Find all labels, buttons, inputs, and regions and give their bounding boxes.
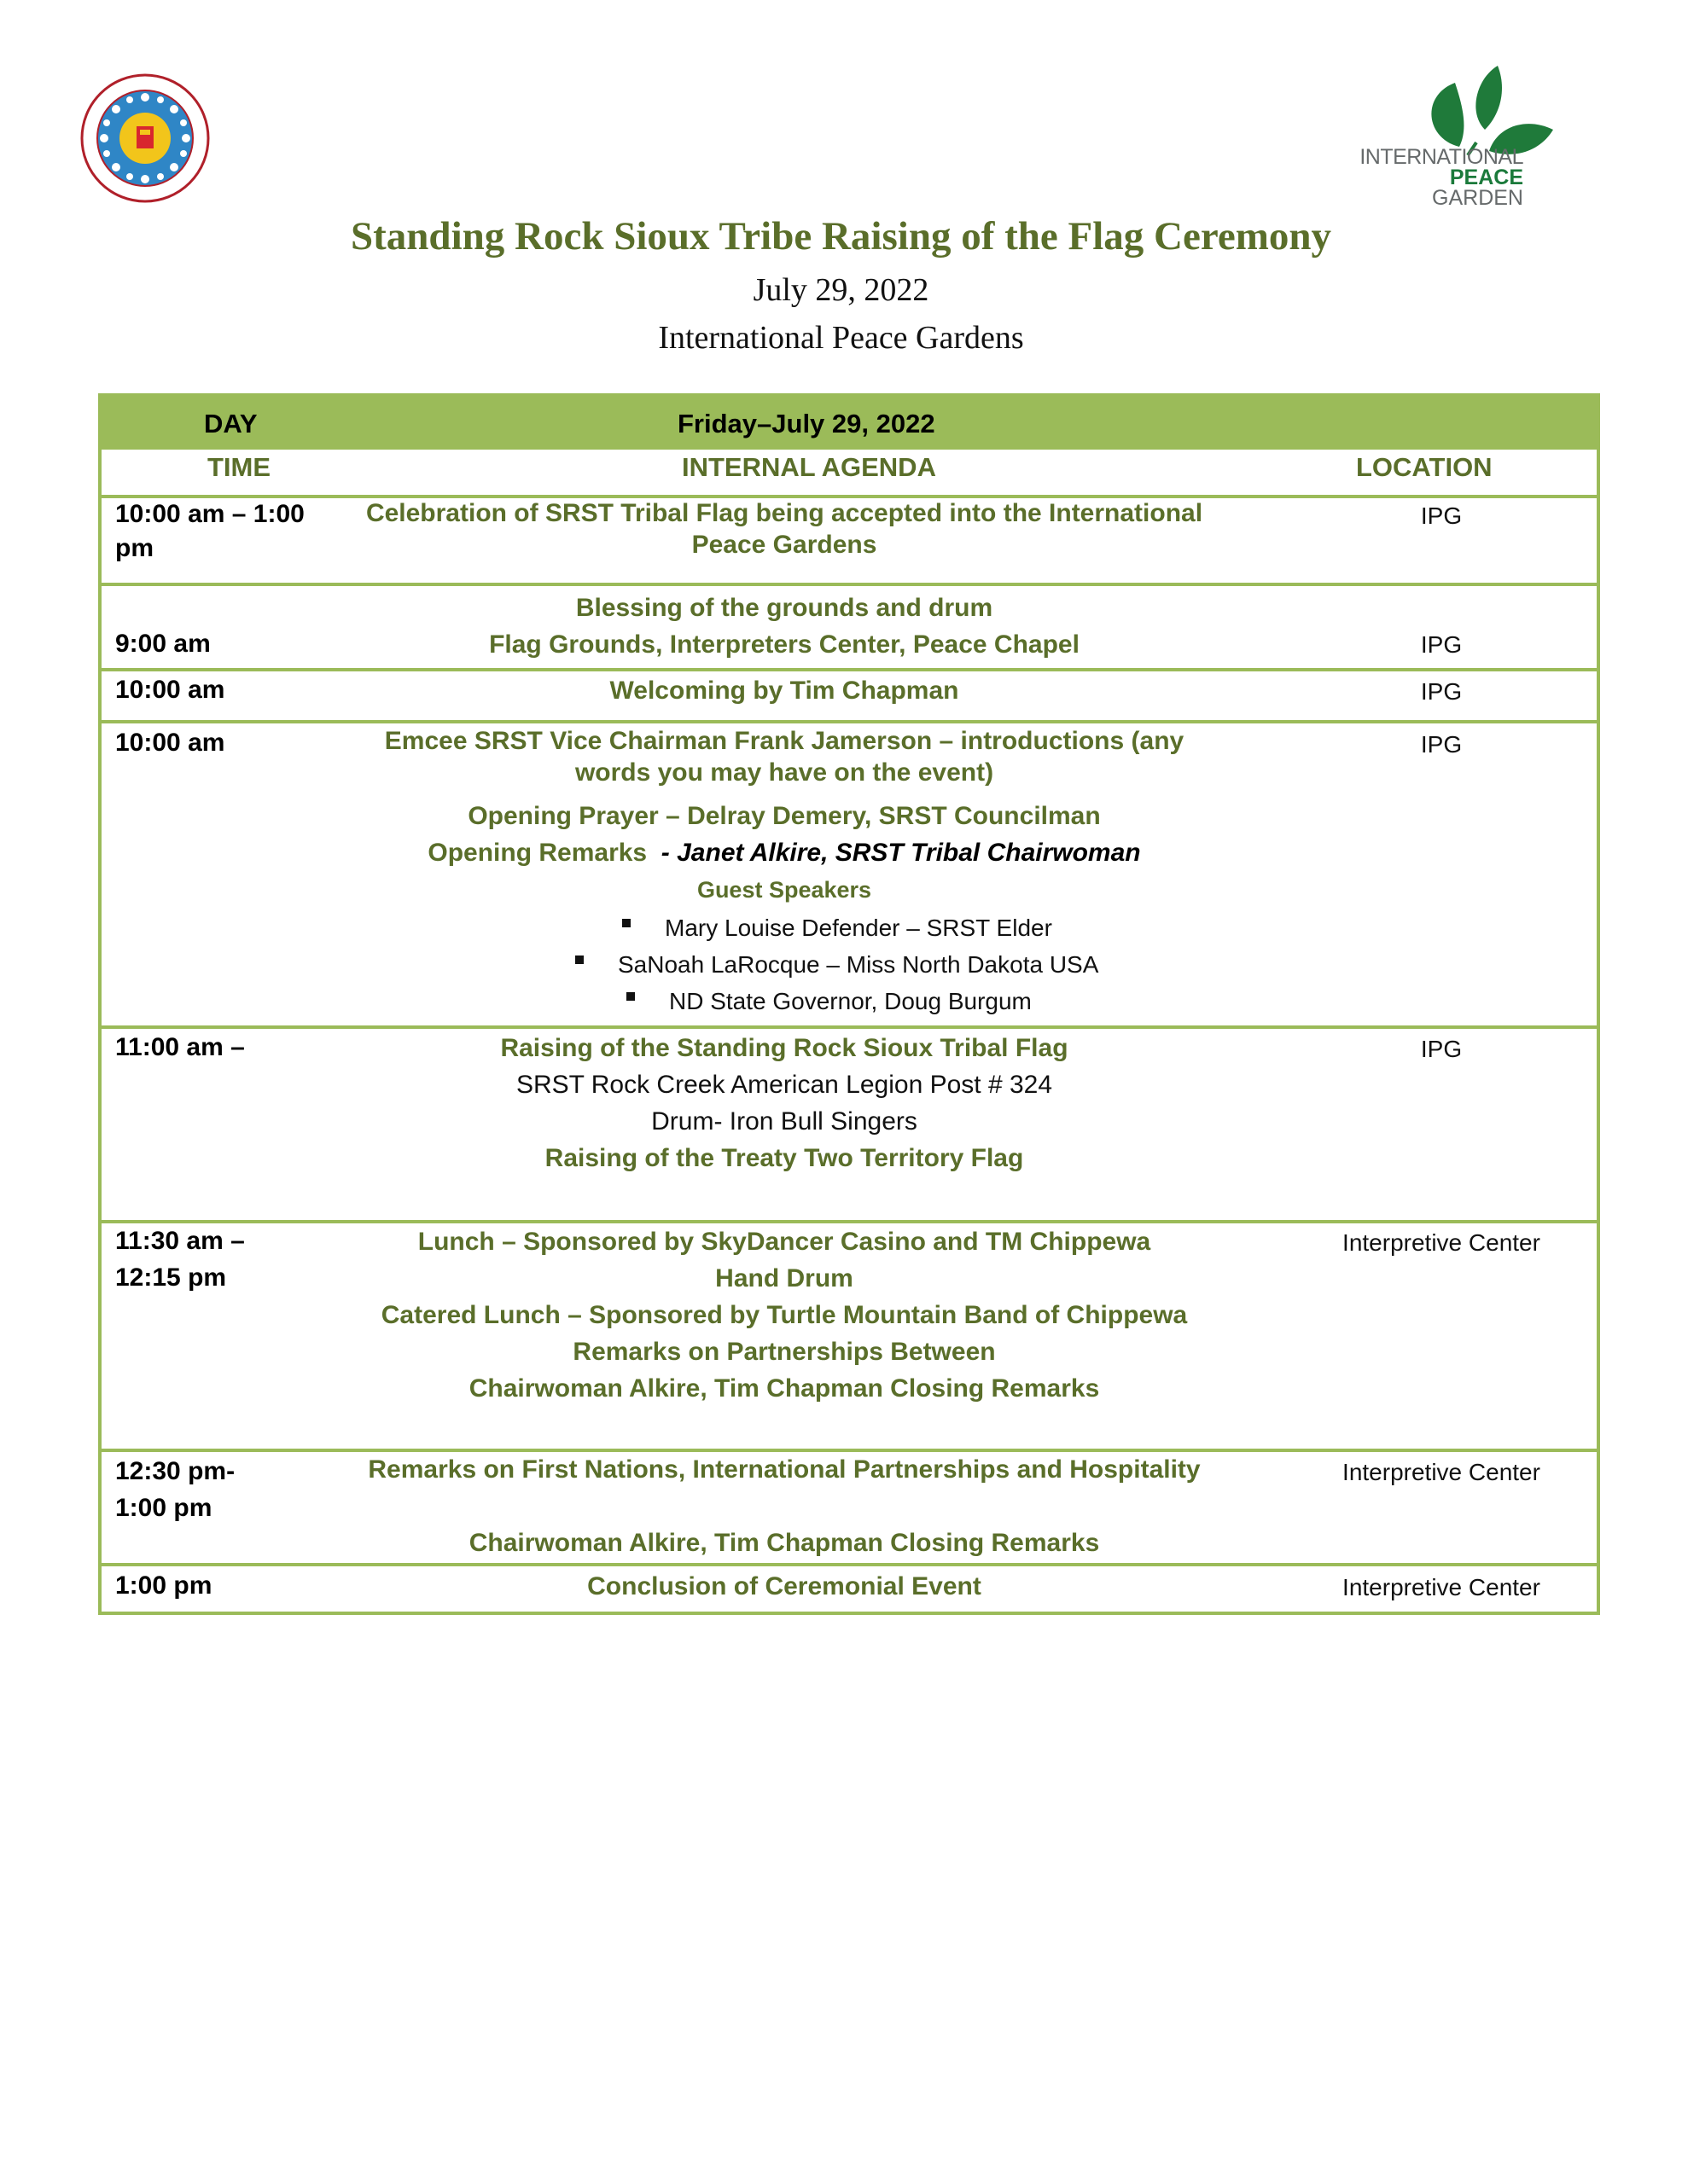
agenda-item: Opening Prayer – Delray Demery, SRST Councilman [468,802,1101,830]
peace-garden-wordmark [1357,147,1523,208]
bullet-icon [622,919,631,927]
row-time: 11:00 am – [115,1033,245,1061]
row-location: Interpretive Center [1342,1459,1540,1485]
row-location: IPG [1420,731,1463,758]
row-location: Interpretive Center [1342,1574,1540,1600]
agenda-item: Celebration of SRST Tribal Flag being accepted into the International Peace Gardens [365,499,1203,559]
agenda-item: Raising of the Standing Rock Sioux Tribal Flag [500,1034,1068,1062]
row-divider [102,668,1597,671]
row-time: 12:30 pm- [115,1457,236,1485]
agenda-item: Flag Grounds, Interpreters Center, Peace Chapel [489,630,1080,659]
row-time: 12:15 pm [115,1263,227,1292]
logo-line-3: GARDEN [1432,186,1523,210]
row-divider [102,1449,1597,1452]
agenda-item [349,873,1219,907]
row-divider [102,720,1597,723]
day-value: Friday–July 29, 2022 [678,409,935,439]
agenda-item: Emcee SRST Vice Chairman Frank Jamerson – introductions (any words you may have on the event) [384,727,1184,787]
agenda-item [349,1103,1219,1140]
row-divider [102,1025,1597,1029]
agenda-item [349,1066,1219,1103]
day-label: DAY [204,409,258,439]
logo-line-1: INTERNATIONAL [1359,145,1523,169]
column-header-time: TIME [207,452,271,482]
column-header-agenda: INTERNAL AGENDA [682,452,936,482]
row-divider [102,583,1597,586]
agenda-item: Catered Lunch – Sponsored by Turtle Mountain Band of Chippewa [381,1301,1188,1329]
agenda-item: Welcoming by Tim Chapman [609,677,959,705]
row-time: 11:30 am – [115,1227,245,1255]
bullet-icon [575,956,584,964]
row-location: IPG [1420,631,1463,658]
agenda-item-remarks [349,834,1219,871]
bullet-text: ND State Governor, Doug Burgum [669,988,1032,1014]
row-divider [102,1563,1597,1566]
agenda-item: Lunch – Sponsored by SkyDancer Casino and TM Chippewa [417,1228,1151,1256]
bullet-text: SaNoah LaRocque – Miss North Dakota USA [618,951,1099,978]
tribal-seal-logo [80,73,210,203]
agenda-item-text: Drum- Iron Bull Singers [651,1107,917,1136]
row-location: IPG [1420,502,1463,529]
agenda-table [98,393,1600,1615]
agenda-item: Chairwoman Alkire, Tim Chapman Closing Remarks [469,1374,1100,1403]
agenda-item-speaker: - Janet Alkire, SRST Tribal Chairwoman [661,839,1141,867]
row-location: IPG [1420,678,1463,705]
row-time: 10:00 am – 1:00 pm [115,500,305,562]
agenda-item: Raising of the Treaty Two Territory Flag [544,1144,1024,1172]
agenda-item: Remarks on First Nations, International Partnerships and Hospitality [368,1455,1201,1484]
row-location: IPG [1420,1036,1463,1062]
agenda-item: Chairwoman Alkire, Tim Chapman Closing Remarks [469,1529,1100,1557]
row-time: 9:00 am [115,630,211,658]
guest-speakers-heading: Guest Speakers [696,877,872,903]
agenda-item: Blessing of the grounds and drum [575,594,993,622]
row-location: Interpretive Center [1342,1229,1540,1256]
agenda-item: Remarks on Partnerships Between [573,1338,996,1366]
row-time: 10:00 am [115,729,225,757]
event-place: International Peace Gardens [658,320,1024,356]
logo-line-2: PEACE [1449,166,1523,189]
bullet-text: Mary Louise Defender – SRST Elder [665,915,1052,941]
list-item [622,915,1052,942]
bullet-icon [626,992,635,1001]
column-header-location: LOCATION [1356,452,1493,482]
agenda-item-text: SRST Rock Creek American Legion Post # 324 [515,1071,1053,1099]
event-date: July 29, 2022 [753,272,929,308]
list-item [575,951,1098,979]
agenda-item: Hand Drum [715,1264,853,1292]
row-time: 1:00 pm [115,1571,212,1600]
list-item [626,988,1032,1015]
agenda-item: Conclusion of Ceremonial Event [587,1572,981,1600]
document-title: Standing Rock Sioux Tribe Raising of the Flag Ceremony [351,214,1331,258]
agenda-item-label: Opening Remarks [428,839,648,867]
row-time: 1:00 pm [115,1494,212,1522]
row-time: 10:00 am [115,676,225,704]
